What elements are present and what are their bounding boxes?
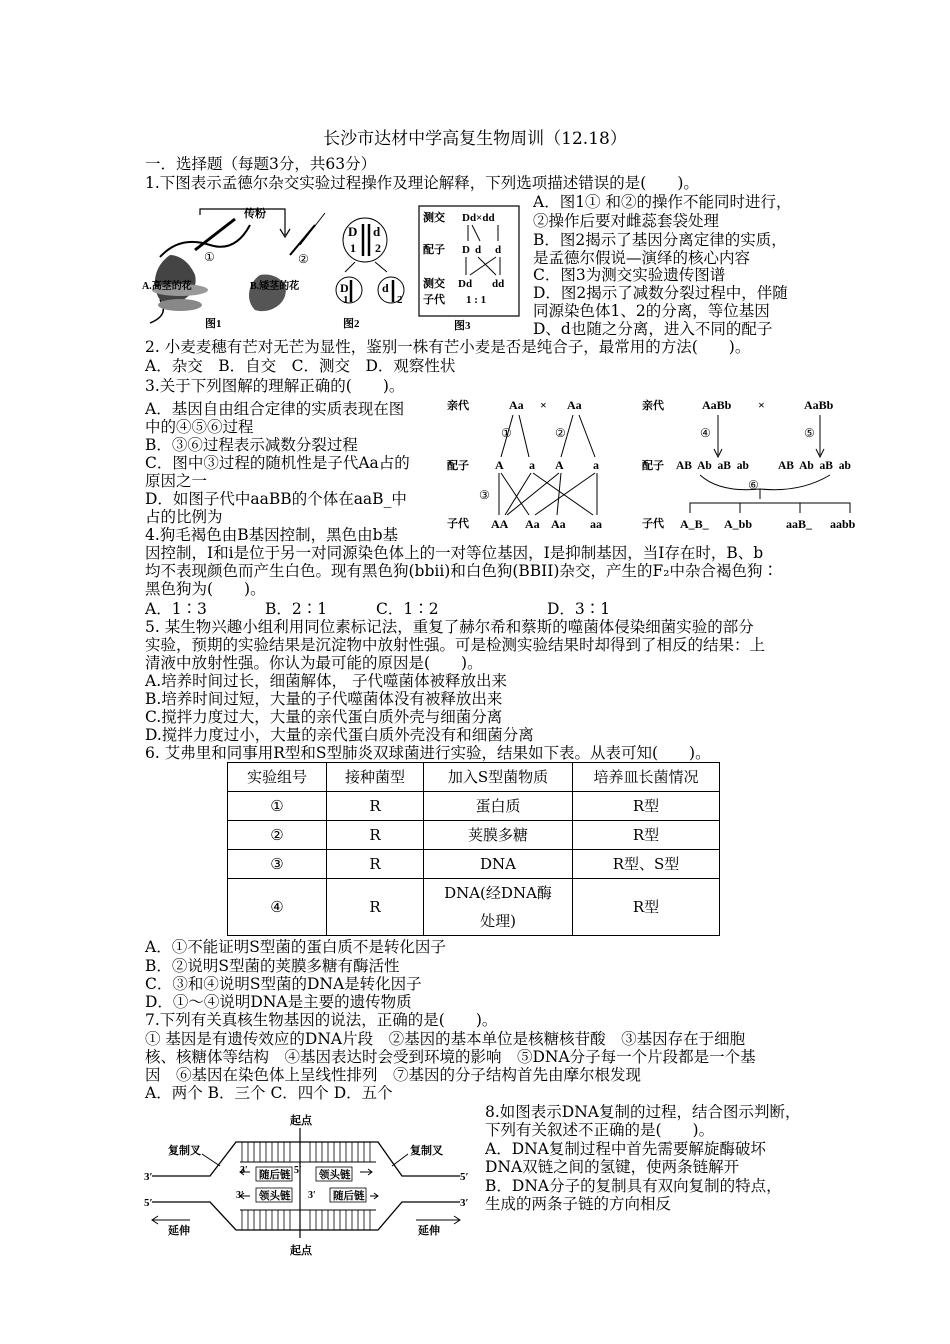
- fig1-tall-label: A.高茎的花: [142, 281, 192, 292]
- fig3-testcross2-label: 测交: [423, 278, 445, 290]
- q3l-offspring-3: Aa: [551, 517, 566, 531]
- fig1-mark-1: ①: [204, 250, 215, 264]
- q1-figure-3: [418, 205, 523, 335]
- polarity-3-left-top: 3′: [144, 1171, 153, 1183]
- q3l-mark-2: ②: [555, 426, 566, 440]
- lagging-strand-label-bottom: 随后链: [333, 1191, 365, 1202]
- q5-line-2: 实验，预期的实验结果是沉淀物中放射性强。可是检测实验结果时却得到了相反的结果：上: [145, 636, 766, 654]
- q3r-offspring-2: A_bb: [724, 517, 753, 531]
- q3r-mark-6: ⑥: [748, 478, 759, 492]
- q7-line-3: 核、核糖体等结构 ④基因表达时会受到环境的影响 ⑤DNA分子每一个片段都是一个基: [145, 1048, 756, 1066]
- q3l-offspring-2: Aa: [525, 517, 540, 531]
- fig3-ratio: 1 : 1: [466, 294, 487, 306]
- q3l-gamete-2: a: [529, 458, 535, 472]
- q6-table: [227, 762, 720, 936]
- q6-stem: 6. 艾弗里和同事用R型和S型肺炎双球菌进行实验，结果如下表。从表可知( )。: [145, 744, 711, 762]
- polarity-5-left-bottom: 5′: [144, 1197, 153, 1209]
- q1-option-a1: A．图1① 和②的操作不能同时进行，: [533, 193, 792, 211]
- table-cell: R: [327, 792, 424, 821]
- q1-figure-2: [335, 210, 415, 335]
- q4-line-2: 因控制，I和i是位于另一对同源染色体上的一对等位基因，I是抑制基因，当I存在时，B、b: [145, 544, 764, 562]
- q3l-offspring-4: aa: [590, 517, 602, 531]
- polarity-3-inner-3: 3′: [308, 1190, 316, 1201]
- q7-options: A．两个 B．三个 C．四个 D．五个: [145, 1084, 393, 1102]
- q8-option-b2: 生成的两条子链的方向相反: [485, 1195, 672, 1213]
- q2-stem: 2. 小麦麦穗有芒对无芒为显性，鉴别一株有芒小麦是否是纯合子，最常用的方法( )。: [145, 338, 751, 356]
- fig1-caption: 图1: [205, 318, 222, 330]
- table-cell: ①: [228, 792, 327, 821]
- q3r-gamete-label: 配子: [642, 460, 664, 472]
- section-heading: 一．选择题（每题3分，共63分）: [145, 155, 377, 173]
- fig1-mark-2: ②: [298, 252, 309, 266]
- polarity-3-inner-1: 3′: [240, 1165, 248, 1176]
- fig3-testcross-label: 测交: [423, 212, 445, 224]
- lagging-strand-label-top: 随后链: [259, 1170, 291, 1181]
- q1-option-d3: D、d也随之分离，进入不同的配子: [533, 320, 773, 338]
- table-cell: R型: [573, 879, 720, 936]
- polarity-5-inner-1: 5′: [294, 1165, 302, 1176]
- q3-diagram-right: [640, 395, 862, 535]
- q3l-gamete-label: 配子: [447, 460, 469, 472]
- q3-option-d2: 占的比例为: [145, 508, 223, 526]
- table-header-row: [228, 763, 720, 792]
- table-cell: 蛋白质: [424, 792, 573, 821]
- q3-diagram-left: [445, 395, 615, 535]
- q8-option-b1: B．DNA分子的复制具有双向复制的特点，: [485, 1177, 782, 1195]
- q4-option-c: C．1∶2: [376, 600, 439, 618]
- q7-line-4: 因 ⑥基因在染色体上呈线性排列 ⑦基因的分子结构首先由摩尔根发现: [145, 1066, 642, 1084]
- q3-option-d1: D．如图子代中aaBB的个体在aaB_中: [145, 490, 407, 508]
- table-cell: R型: [573, 792, 720, 821]
- q3r-mark-4: ④: [700, 426, 711, 440]
- polarity-5-right-top: 5′: [460, 1171, 469, 1183]
- table-cell-line: 处理): [480, 912, 516, 930]
- q4-line-1: 4.狗毛褐色由B基因控制，黑色由b基: [145, 526, 399, 544]
- q5-line-3: 清液中放射性强。你认为最可能的原因是( )。: [145, 654, 483, 672]
- q3l-gamete-4: a: [593, 458, 599, 472]
- q3r-offspring-3: aaB_: [786, 517, 813, 531]
- q3l-mark-3: ③: [479, 488, 490, 502]
- q4-option-b: B．2∶1: [265, 600, 328, 618]
- q5-option-c: C.搅拌力度过大，大量的亲代蛋白质外壳与细菌分离: [145, 708, 503, 726]
- q3l-parent-label: 亲代: [447, 400, 469, 412]
- q3l-gamete-3: A: [555, 458, 564, 472]
- q3l-offspring-1: AA: [491, 517, 509, 531]
- fig3-gamete-label: 配子: [423, 244, 445, 256]
- q1-option-b1: B．图2揭示了基因分离定律的实质，: [533, 231, 787, 249]
- extend-left-label: 延伸: [168, 1225, 190, 1237]
- q7-line-2: ① 基因是有遗传效应的DNA片段 ②基因的基本单位是核糖核苷酸 ③基因存在于细胞: [145, 1030, 746, 1048]
- q5-option-b: B.培养时间过短，大量的子代噬菌体没有被释放出来: [145, 690, 503, 708]
- table-row: [228, 821, 720, 850]
- q3r-mark-5: ⑤: [804, 426, 815, 440]
- table-cell-multiline: [424, 879, 573, 936]
- table-cell: DNA: [424, 850, 573, 879]
- q3r-offspring-4: aabb: [830, 517, 856, 531]
- q3r-gametes-1: AB Ab aB ab: [676, 460, 749, 472]
- q3-option-c2: 原因之一: [145, 472, 208, 490]
- fig2-caption: 图2: [343, 318, 360, 330]
- q3-option-b: B．③⑥过程表示减数分裂过程: [145, 436, 358, 454]
- q1-figure-1: [140, 205, 330, 340]
- q1-option-d2: 同源染色体1、2的分离，等位基因: [533, 302, 770, 320]
- q6-option-d: D．①～④说明DNA是主要的遗传物质: [145, 993, 412, 1011]
- q3r-gametes-2: AB Ab aB ab: [778, 460, 851, 472]
- replication-fork-left-label: 复制叉: [168, 1145, 201, 1157]
- q8-option-a2: DNA双链之间的氢键，使两条链解开: [485, 1158, 740, 1176]
- q3l-gamete-1: A: [495, 458, 504, 472]
- table-row: [228, 850, 720, 879]
- q1-option-b2: 是孟德尔假说—演绎的核心内容: [533, 249, 751, 267]
- table-cell: R: [327, 850, 424, 879]
- fig2-right-2: 2: [397, 294, 403, 306]
- q3-option-a1: A．基因自由组合定律的实质表现在图: [145, 400, 405, 418]
- q3-option-a2: 中的④⑤⑥过程: [145, 418, 254, 436]
- q6-option-b: B．②说明S型菌的荚膜多糖有酶活性: [145, 957, 400, 975]
- q4-option-d: D．3∶1: [547, 600, 611, 618]
- polarity-3-right-bottom: 3′: [460, 1197, 469, 1209]
- q8-option-a1: A．DNA复制过程中首先需要解旋酶破坏: [485, 1140, 766, 1158]
- q4-line-4: 黑色狗为( )。: [145, 580, 266, 598]
- table-row: [228, 792, 720, 821]
- q3r-p2: AaBb: [804, 398, 834, 412]
- fig2-top-2: 2: [375, 241, 381, 255]
- q5-line-1: 5. 某生物兴趣小组利用同位素标记法，重复了赫尔希和蔡斯的噬菌体侵染细菌实验的部分: [145, 618, 754, 636]
- q3l-mark-1: ①: [501, 426, 512, 440]
- page-title: 长沙市达材中学高复生物周训（12.18）: [323, 129, 627, 149]
- fig2-top-d: d: [373, 224, 381, 239]
- q5-option-d: D.搅拌力度过小，大量的亲代蛋白质外壳没有和细菌分离: [145, 726, 534, 744]
- q5-option-a: A.培养时间过长，细菌解体， 子代噬菌体被释放出来: [145, 672, 508, 690]
- q3l-x: ×: [540, 398, 547, 412]
- q1-option-c: C．图3为测交实验遗传图谱: [533, 266, 726, 284]
- q3l-offspring-label: 子代: [447, 518, 469, 530]
- q1-option-d1: D．图2揭示了减数分裂过程中，伴随: [533, 284, 788, 302]
- q3-option-c1: C．图中③过程的随机性是子代Aa占的: [145, 454, 410, 472]
- table-header: 培养皿长菌情况: [573, 763, 720, 792]
- leading-strand-label-bottom: 领头链: [259, 1191, 291, 1202]
- q6-option-a: A．①不能证明S型菌的蛋白质不是转化因子: [145, 938, 446, 956]
- table-header: 实验组号: [228, 763, 327, 792]
- table-cell: R: [327, 879, 424, 936]
- q2-options: A．杂交 B．自交 C．测交 D．观察性状: [145, 357, 456, 375]
- table-header: 加入S型菌物质: [424, 763, 573, 792]
- q3r-offspring-1: A_B_: [680, 517, 709, 531]
- table-cell: ③: [228, 850, 327, 879]
- q1-stem: 1.下图表示孟德尔杂交实验过程操作及理论解释，下列选项描述错误的是( )。: [145, 174, 699, 192]
- q3l-p2: Aa: [567, 398, 582, 412]
- table-cell: ④: [228, 879, 327, 936]
- table-cell: R型、S型: [573, 850, 720, 879]
- fig3-cross: Dd×dd: [462, 212, 495, 224]
- table-row: [228, 879, 720, 936]
- q3r-offspring-label: 子代: [642, 518, 664, 530]
- q8-dna-figure: [140, 1110, 480, 1260]
- origin-bottom-label: 起点: [290, 1245, 312, 1257]
- table-cell: 荚膜多糖: [424, 821, 573, 850]
- q8-stem-1: 8.如图表示DNA复制的过程，结合图示判断，: [485, 1103, 801, 1121]
- origin-top-label: 起点: [290, 1115, 312, 1127]
- table-header: 接种菌型: [327, 763, 424, 792]
- table-cell: R型: [573, 821, 720, 850]
- fig3-gamete-d1: d: [475, 244, 482, 256]
- q6-option-c: C．③和④说明S型菌的DNA是转化因子: [145, 975, 422, 993]
- fig3-caption: 图3: [454, 320, 471, 332]
- fig1-pollination-label: 传粉: [244, 208, 266, 220]
- fig2-left-D: D: [340, 281, 349, 295]
- table-cell: ②: [228, 821, 327, 850]
- q7-stem: 7.下列有关真核生物基因的说法，正确的是( )。: [145, 1011, 498, 1029]
- table-cell-line: DNA(经DNA酶: [444, 884, 552, 902]
- polarity-3-inner-2: 3′: [236, 1190, 244, 1201]
- fig3-offspring-dd: dd: [492, 278, 505, 290]
- q3r-parent-label: 亲代: [642, 400, 664, 412]
- fig2-top-D: D: [348, 224, 358, 239]
- fig3-gamete-D: D: [462, 244, 470, 256]
- fig2-right-d: d: [382, 281, 389, 295]
- replication-fork-right-label: 复制叉: [410, 1145, 443, 1157]
- q4-line-3: 均不表现颜色而产生白色。现有黑色狗(bbii)和白色狗(BBII)杂交，产生的F₂中杂合褐色狗∶: [145, 562, 778, 580]
- q3l-p1: Aa: [509, 398, 524, 412]
- q3r-p1: AaBb: [702, 398, 732, 412]
- q8-stem-2: 下列有关叙述不正确的是( )。: [485, 1121, 715, 1139]
- extend-right-label: 延伸: [418, 1225, 440, 1237]
- fig3-offspring-Dd: Dd: [458, 278, 473, 290]
- q3-stem: 3.关于下列图解的理解正确的( )。: [145, 377, 405, 395]
- fig2-left-1: 1: [343, 294, 349, 306]
- q1-option-a2: ②操作后要对雌蕊套袋处理: [533, 212, 720, 230]
- q3r-x: ×: [758, 398, 765, 412]
- fig2-top-1: 1: [350, 241, 356, 255]
- leading-strand-label-top: 领头链: [319, 1170, 351, 1181]
- fig3-gamete-d2: d: [495, 244, 502, 256]
- table-cell: R: [327, 821, 424, 850]
- fig1-short-label: B.矮茎的花: [250, 281, 300, 292]
- fig3-offspring-label: 子代: [423, 294, 445, 306]
- q4-option-a: A．1∶3: [145, 600, 207, 618]
